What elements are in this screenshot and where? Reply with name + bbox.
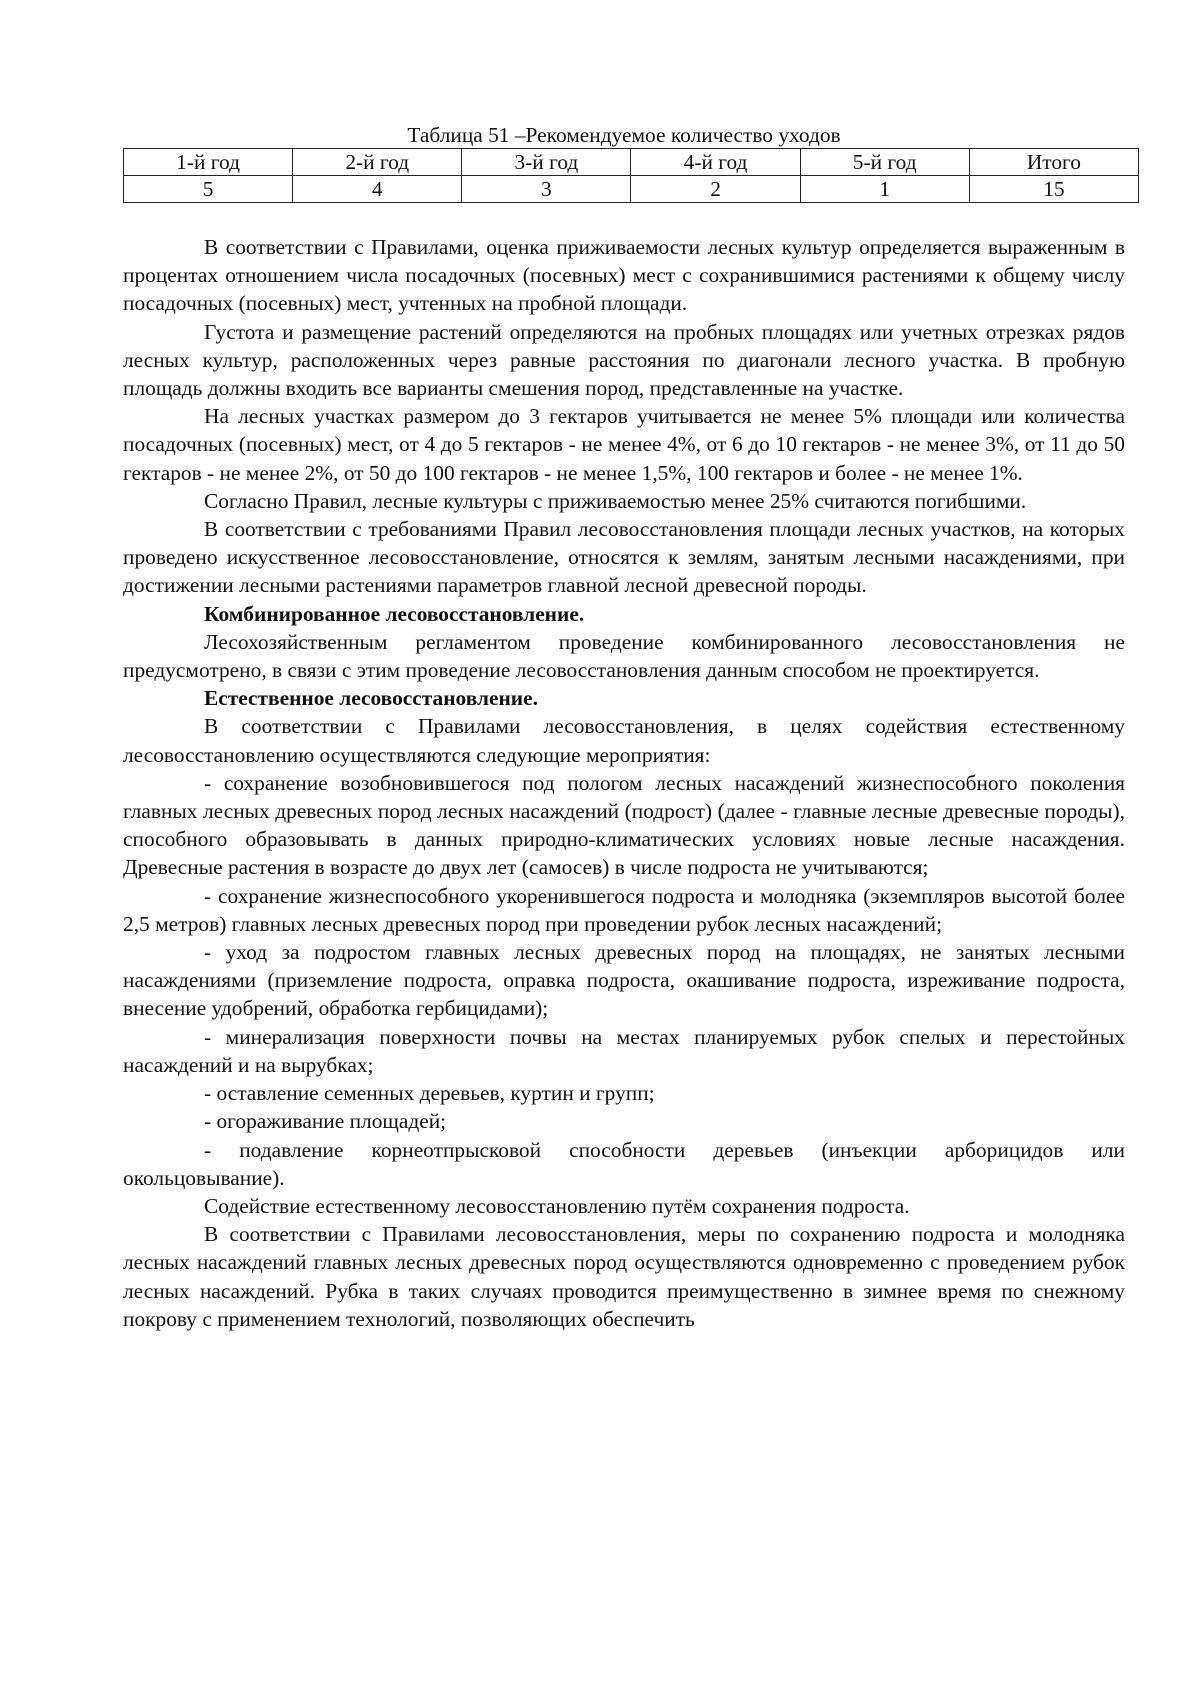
- table-header-row: [124, 149, 1139, 176]
- table-cell: 15: [969, 176, 1138, 203]
- section-heading: Комбинированное лесовосстановление.: [204, 601, 585, 626]
- table-cell: 2: [631, 176, 800, 203]
- list-item: - уход за подростом главных лесных древесных пород на площадях, не занятых лесными насаждениями (приземление подроста, оправка подроста, окашивание подроста, изреживание подроста, внесение удобрений, обработка гербицидами);: [123, 940, 1125, 1021]
- table-header-cell: 3-й год: [462, 149, 631, 176]
- paragraph: Лесохозяйственным регламентом проведение комбинированного лесовосстановления не предусмотрено, в связи с этим проведение лесовосстановления данным способом не проектируется.: [123, 629, 1125, 683]
- table-header-cell: Итого: [969, 149, 1138, 176]
- paragraph: На лесных участках размером до 3 гектаров учитывается не менее 5% площади или количества посадочных (посевных) мест, от 4 до 5 гектаров - не менее 4%, от 6 до 10 гектаров - не менее 3%, от 11 до 50 гектаров - не менее 2%, от 50 до 100 гектаров - не менее 1,5%, 100 гектаров и более - не менее 1%.: [123, 404, 1125, 485]
- table-header-cell: 4-й год: [631, 149, 800, 176]
- list-item: - минерализация поверхности почвы на местах планируемых рубок спелых и перестойных насаждений и на вырубках;: [123, 1024, 1125, 1077]
- paragraph: В соответствии с Правилами, оценка приживаемости лесных культур определяется выраженным в процентах отношением числа посадочных (посевных) мест с сохранившимися растениями к общему числу посадочных (посевных) мест, учтенных на пробной площади.: [123, 235, 1125, 316]
- paragraph: Густота и размещение растений определяются на пробных площадях или учетных отрезках рядов лесных культур, расположенных через равные расстояния по диагонали лесного участка. В пробную площадь должны входить все варианты смешения пород, представленные на участке.: [123, 319, 1125, 401]
- table-cell: 3: [462, 176, 631, 203]
- paragraph: В соответствии с Правилами лесовосстановления, меры по сохранению подроста и молодняка лесных насаждений главных лесных древесных пород осуществляются одновременно с проведением рубок лесных насаждений. Рубка в таких случаях проводится преимущественно в зимнее время по снежному покрову с применением технологий, позволяющих обеспечить: [123, 1222, 1125, 1331]
- table-cell: 5: [124, 176, 293, 203]
- document-body: [123, 233, 1125, 1333]
- list-item: - оставление семенных деревьев, куртин и групп;: [204, 1081, 655, 1106]
- table-caption: Таблица 51 –Рекомендуемое количество уходов: [407, 123, 841, 147]
- paragraph: В соответствии с требованиями Правил лесовосстановления площади лесных участков, на которых проведено искусственное лесовосстановление, относятся к землям, занятым лесными насаждениями, при достижении лесными растениями параметров главной лесной древесной породы.: [123, 517, 1125, 598]
- table-cell: 4: [293, 176, 462, 203]
- table-cell: 1: [800, 176, 969, 203]
- section-heading: Естественное лесовосстановление.: [204, 686, 538, 711]
- list-item: - огораживание площадей;: [204, 1109, 447, 1134]
- paragraph: В соответствии с Правилами лесовосстановления, в целях содействия естественному лесовосстановлению осуществляются следующие мероприятия:: [123, 714, 1125, 767]
- table-row: [124, 176, 1139, 203]
- document-page: [123, 122, 1125, 1333]
- list-item: - подавление корнеотпрысковой способности деревьев (инъекции арборицидов или окольцовывание).: [123, 1137, 1125, 1190]
- paragraph: Содействие естественному лесовосстановлению путём сохранения подроста.: [204, 1193, 910, 1218]
- table-header-cell: 5-й год: [800, 149, 969, 176]
- care-count-table: [123, 148, 1139, 203]
- table-header-cell: 1-й год: [124, 149, 293, 176]
- list-item: - сохранение возобновившегося под пологом лесных насаждений жизнеспособного поколения главных лесных древесных пород лесных насаждений (подрост) (далее - главные лесные древесные породы), способного образовывать в данных природно-климатических условиях новые лесные насаждения. Древесные растения в возрасте до двух лет (самосев) в числе подроста не учитываются;: [123, 770, 1125, 880]
- list-item: - сохранение жизнеспособного укоренившегося подроста и молодняка (экземпляров высотой более 2,5 метров) главных лесных древесных пород при проведении рубок лесных насаждений;: [123, 883, 1125, 936]
- table-header-cell: 2-й год: [293, 149, 462, 176]
- paragraph: Согласно Правил, лесные культуры с приживаемостью менее 25% считаются погибшими.: [204, 488, 1027, 513]
